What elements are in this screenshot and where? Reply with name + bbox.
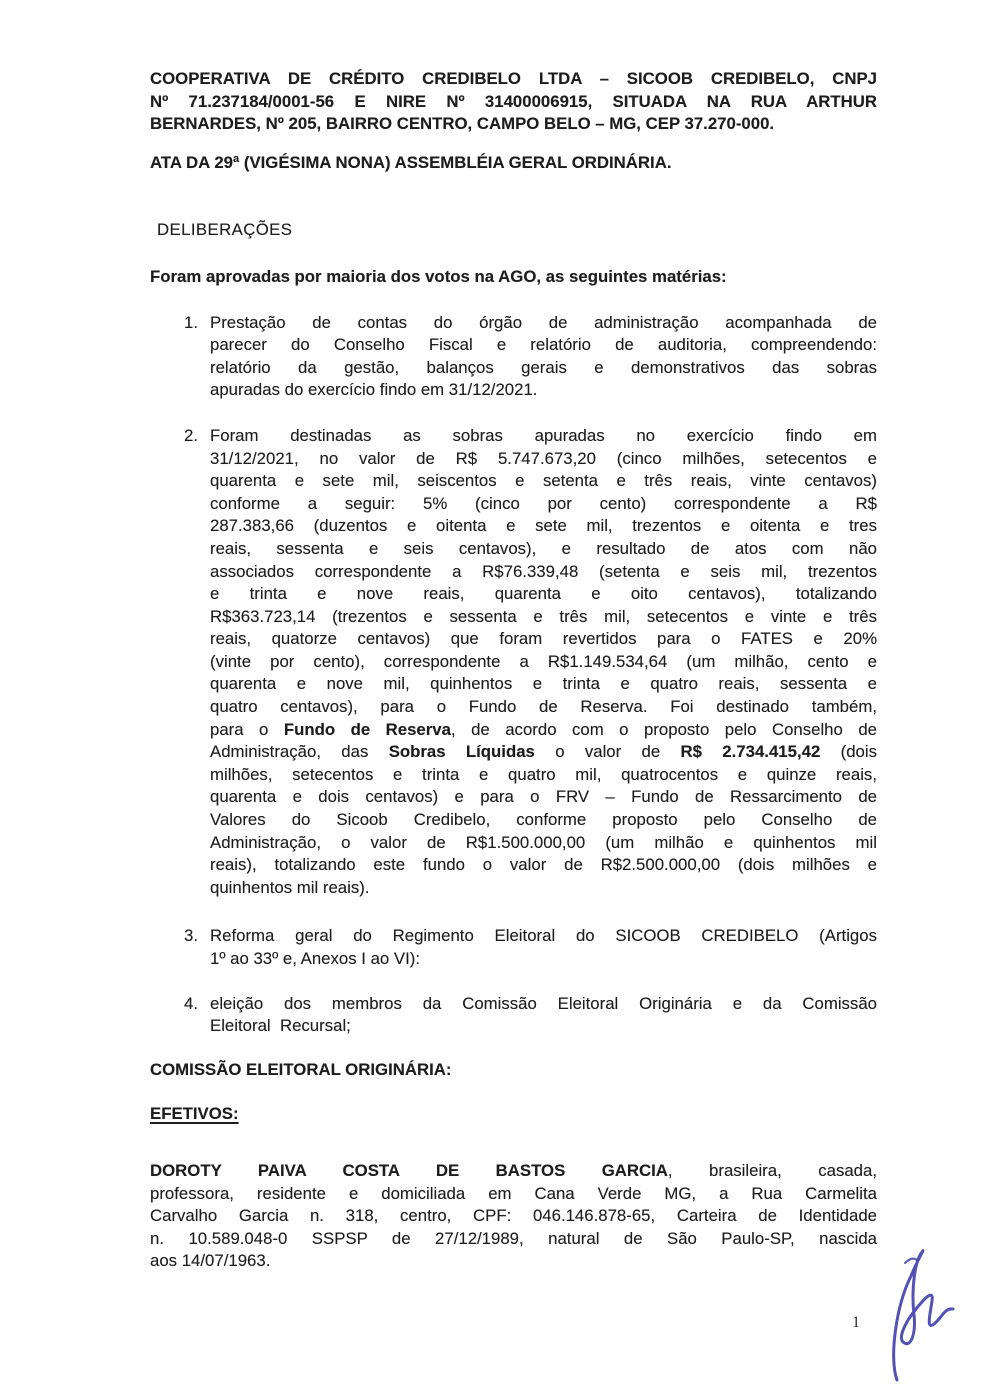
member-paragraph: DOROTY PAIVA COSTA DE BASTOS GARCIA, brasileira, casada, professora, residente e domiciliada em Cana Verde MG, a Rua Carmelita Carvalho Garcia n. 318, centro, CPF: 046.146.878-65, Carteira de Identidade n. 10.589.048-0 SSPSP de 27/12/1989, natural de São Paulo-SP, nascida aos 14/07/1963. xyxy=(150,1160,877,1271)
item-number: 4. xyxy=(184,993,198,1013)
document-body xyxy=(150,68,877,1273)
section-deliberacoes: DELIBERAÇÕES xyxy=(157,220,293,240)
item-text: Foram destinadas as sobras apuradas no exercício findo em 31/12/2021, no valor de R$ 5.747.673,20 (cinco milhões, setecentos e quarenta e sete mil, seiscentos e setenta e três reais, vinte centavos) conforme a seguir: 5% (cinco por cento) correspondente a R$ 287.383,66 (duzentos e oitenta e sete mil, trezentos e oitenta e tres reais, sessenta e seis centavos), e resultado de atos com não associados correspondente a R$76.339,48 (setenta e seis mil, trezentos e trinta e nove reais, quarenta e oito centavos), totalizando R$363.723,14 (trezentos e sessenta e três mil, setecentos e vinte e três reais, quatorze centavos) que foram revertidos para o FATES e 20% (vinte por cento), correspondente a R$1.149.534,64 (um milhão, cento e quarenta e nove mil, quinhentos e trinta e quatro reais, sessenta e quatro centavos), para o Fundo de Reserva. Foi destinado também, para o Fundo de Reserva, de acordo com o proposto pelo Conselho de Administração, das Sobras Líquidas o valor de R$ 2.734.415,42 (dois milhões, setecentos e trinta e quatro mil, quatrocentos e quinze reais, quarenta e dois centavos) e para o FRV – Fundo de Ressarcimento de Valores do Sicoob Credibelo, conforme proposto pelo Conselho de Administração, o valor de R$1.500.000,00 (um milhão e quinhentos mil reais), totalizando este fundo o valor de R$2.500.000,00 (dois milhões e quinhentos mil reais). xyxy=(210,425,877,897)
item-text: Reforma geral do Regimento Eleitoral do SICOOB CREDIBELO (Artigos 1º ao 33º e, Anexos I ao VI): xyxy=(210,926,877,968)
company-header: COOPERATIVA DE CRÉDITO CREDIBELO LTDA – SICOOB CREDIBELO, CNPJ Nº 71.237184/0001-56 E NIRE Nº 31400006915, SITUADA NA RUA ARTHUR BERNARDES, Nº 205, BAIRRO CENTRO, CAMPO BELO – MG, CEP 37.270-000. xyxy=(150,69,877,134)
page-number: 1 xyxy=(852,1314,860,1331)
list-item-3 xyxy=(150,925,877,970)
list-item-1 xyxy=(150,312,877,402)
efetivos-heading: EFETIVOS: xyxy=(150,1104,239,1124)
commission-heading: COMISSÃO ELEITORAL ORIGINÁRIA: xyxy=(150,1059,452,1079)
approval-intro: Foram aprovadas por maioria dos votos na AGO, as seguintes matérias: xyxy=(150,266,727,286)
item-number: 2. xyxy=(184,425,198,445)
item-text: Prestação de contas do órgão de administração acompanhada de parecer do Conselho Fiscal e relatório de auditoria, compreendendo: relatório da gestão, balanços gerais e demonstrativos das sobras apuradas do exercício findo em 31/12/2021. xyxy=(210,312,877,400)
deliberation-list xyxy=(150,312,877,1038)
signature-icon xyxy=(870,1244,962,1386)
list-item-2 xyxy=(150,425,877,899)
item-number: 3. xyxy=(184,926,198,946)
list-item-4 xyxy=(150,993,877,1038)
ata-title: ATA DA 29ª (VIGÉSIMA NONA) ASSEMBLÉIA GERAL ORDINÁRIA. xyxy=(150,152,672,172)
item-text: eleição dos membros da Comissão Eleitoral Originária e da Comissão Eleitoral Recursal; xyxy=(210,993,877,1036)
item-number: 1. xyxy=(184,312,198,332)
